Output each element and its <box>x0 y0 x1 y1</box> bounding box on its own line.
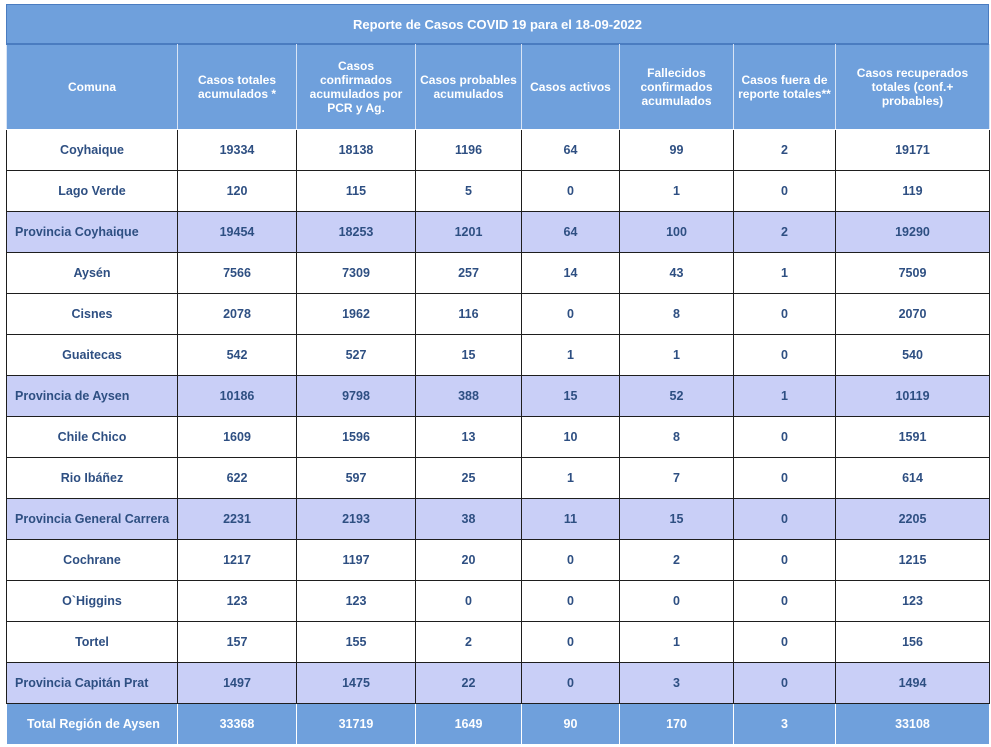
table-cell: 25 <box>416 458 522 499</box>
covid-cases-table <box>6 44 990 745</box>
table-cell: 1196 <box>416 130 522 171</box>
row-label: Guaitecas <box>7 335 178 376</box>
table-cell: 120 <box>178 171 297 212</box>
column-header: Casos fuera de reporte totales** <box>734 45 836 130</box>
table-cell: 1 <box>734 253 836 294</box>
comuna-row <box>7 171 990 212</box>
table-cell: 1962 <box>297 294 416 335</box>
table-cell: 614 <box>836 458 990 499</box>
table-cell: 1649 <box>416 704 522 745</box>
row-label: Lago Verde <box>7 171 178 212</box>
column-header: Casos recuperados totales (conf.+ probables) <box>836 45 990 130</box>
table-cell: 13 <box>416 417 522 458</box>
row-label: Provincia de Aysen <box>7 376 178 417</box>
column-header: Fallecidos confirmados acumulados <box>620 45 734 130</box>
column-header: Comuna <box>7 45 178 130</box>
provincia-row <box>7 376 990 417</box>
table-cell: 19290 <box>836 212 990 253</box>
comuna-row <box>7 130 990 171</box>
table-cell: 100 <box>620 212 734 253</box>
row-label: Provincia General Carrera <box>7 499 178 540</box>
table-cell: 99 <box>620 130 734 171</box>
table-cell: 156 <box>836 622 990 663</box>
table-cell: 15 <box>522 376 620 417</box>
total-row <box>7 704 990 745</box>
table-cell: 2231 <box>178 499 297 540</box>
column-header: Casos probables acumulados <box>416 45 522 130</box>
table-cell: 38 <box>416 499 522 540</box>
table-cell: 123 <box>178 581 297 622</box>
table-cell: 0 <box>734 335 836 376</box>
table-cell: 15 <box>416 335 522 376</box>
table-cell: 52 <box>620 376 734 417</box>
provincia-row <box>7 212 990 253</box>
table-cell: 527 <box>297 335 416 376</box>
report-title: Reporte de Casos COVID 19 para el 18-09-2022 <box>6 4 989 44</box>
comuna-row <box>7 417 990 458</box>
table-cell: 1215 <box>836 540 990 581</box>
report-frame <box>6 4 989 745</box>
table-cell: 64 <box>522 130 620 171</box>
column-header: Casos totales acumulados * <box>178 45 297 130</box>
table-cell: 7566 <box>178 253 297 294</box>
table-cell: 2 <box>416 622 522 663</box>
table-cell: 1591 <box>836 417 990 458</box>
table-cell: 115 <box>297 171 416 212</box>
table-cell: 2078 <box>178 294 297 335</box>
table-cell: 0 <box>734 499 836 540</box>
table-cell: 43 <box>620 253 734 294</box>
table-cell: 19454 <box>178 212 297 253</box>
table-cell: 1596 <box>297 417 416 458</box>
comuna-row <box>7 335 990 376</box>
table-cell: 0 <box>734 171 836 212</box>
table-cell: 8 <box>620 417 734 458</box>
table-cell: 1217 <box>178 540 297 581</box>
row-label: Aysén <box>7 253 178 294</box>
row-label: Cochrane <box>7 540 178 581</box>
table-cell: 123 <box>297 581 416 622</box>
table-cell: 1 <box>522 335 620 376</box>
table-cell: 7309 <box>297 253 416 294</box>
table-cell: 33108 <box>836 704 990 745</box>
table-cell: 1 <box>620 171 734 212</box>
table-cell: 0 <box>734 663 836 704</box>
table-cell: 5 <box>416 171 522 212</box>
table-cell: 0 <box>734 417 836 458</box>
table-cell: 157 <box>178 622 297 663</box>
table-cell: 19334 <box>178 130 297 171</box>
row-label: O`Higgins <box>7 581 178 622</box>
table-cell: 20 <box>416 540 522 581</box>
table-cell: 0 <box>522 294 620 335</box>
table-cell: 3 <box>620 663 734 704</box>
table-cell: 0 <box>734 581 836 622</box>
table-cell: 7 <box>620 458 734 499</box>
table-cell: 1497 <box>178 663 297 704</box>
table-cell: 11 <box>522 499 620 540</box>
table-cell: 10186 <box>178 376 297 417</box>
table-cell: 155 <box>297 622 416 663</box>
table-cell: 2 <box>734 130 836 171</box>
table-cell: 170 <box>620 704 734 745</box>
table-cell: 31719 <box>297 704 416 745</box>
table-cell: 0 <box>416 581 522 622</box>
table-cell: 2205 <box>836 499 990 540</box>
header-row <box>7 45 990 130</box>
table-cell: 10 <box>522 417 620 458</box>
row-label: Coyhaique <box>7 130 178 171</box>
table-cell: 1 <box>522 458 620 499</box>
table-cell: 0 <box>734 458 836 499</box>
row-label: Provincia Coyhaique <box>7 212 178 253</box>
comuna-row <box>7 581 990 622</box>
table-cell: 0 <box>522 663 620 704</box>
table-cell: 622 <box>178 458 297 499</box>
table-cell: 0 <box>620 581 734 622</box>
table-cell: 18253 <box>297 212 416 253</box>
table-cell: 18138 <box>297 130 416 171</box>
table-cell: 19171 <box>836 130 990 171</box>
table-cell: 7509 <box>836 253 990 294</box>
table-cell: 0 <box>522 171 620 212</box>
comuna-row <box>7 253 990 294</box>
table-cell: 22 <box>416 663 522 704</box>
row-label: Rio Ibáñez <box>7 458 178 499</box>
table-cell: 64 <box>522 212 620 253</box>
table-cell: 597 <box>297 458 416 499</box>
table-cell: 2 <box>734 212 836 253</box>
table-cell: 14 <box>522 253 620 294</box>
table-cell: 0 <box>734 622 836 663</box>
table-cell: 1201 <box>416 212 522 253</box>
table-cell: 1494 <box>836 663 990 704</box>
row-label: Total Región de Aysen <box>7 704 178 745</box>
table-cell: 1609 <box>178 417 297 458</box>
table-cell: 2193 <box>297 499 416 540</box>
table-body <box>7 130 990 745</box>
table-cell: 116 <box>416 294 522 335</box>
table-cell: 388 <box>416 376 522 417</box>
table-cell: 2070 <box>836 294 990 335</box>
table-cell: 33368 <box>178 704 297 745</box>
table-cell: 1475 <box>297 663 416 704</box>
table-cell: 0 <box>522 581 620 622</box>
comuna-row <box>7 294 990 335</box>
table-cell: 0 <box>734 294 836 335</box>
table-cell: 90 <box>522 704 620 745</box>
table-cell: 0 <box>522 622 620 663</box>
table-cell: 1 <box>620 335 734 376</box>
table-cell: 257 <box>416 253 522 294</box>
table-cell: 0 <box>522 540 620 581</box>
row-label: Chile Chico <box>7 417 178 458</box>
table-cell: 10119 <box>836 376 990 417</box>
table-cell: 8 <box>620 294 734 335</box>
row-label: Cisnes <box>7 294 178 335</box>
row-label: Tortel <box>7 622 178 663</box>
comuna-row <box>7 458 990 499</box>
table-cell: 3 <box>734 704 836 745</box>
table-cell: 2 <box>620 540 734 581</box>
column-header: Casos activos <box>522 45 620 130</box>
comuna-row <box>7 622 990 663</box>
table-cell: 15 <box>620 499 734 540</box>
table-cell: 119 <box>836 171 990 212</box>
provincia-row <box>7 663 990 704</box>
table-cell: 9798 <box>297 376 416 417</box>
table-cell: 540 <box>836 335 990 376</box>
table-cell: 1 <box>734 376 836 417</box>
table-cell: 542 <box>178 335 297 376</box>
column-header: Casos confirmados acumulados por PCR y Ag. <box>297 45 416 130</box>
row-label: Provincia Capitán Prat <box>7 663 178 704</box>
provincia-row <box>7 499 990 540</box>
table-cell: 123 <box>836 581 990 622</box>
table-cell: 1 <box>620 622 734 663</box>
table-cell: 1197 <box>297 540 416 581</box>
comuna-row <box>7 540 990 581</box>
table-cell: 0 <box>734 540 836 581</box>
